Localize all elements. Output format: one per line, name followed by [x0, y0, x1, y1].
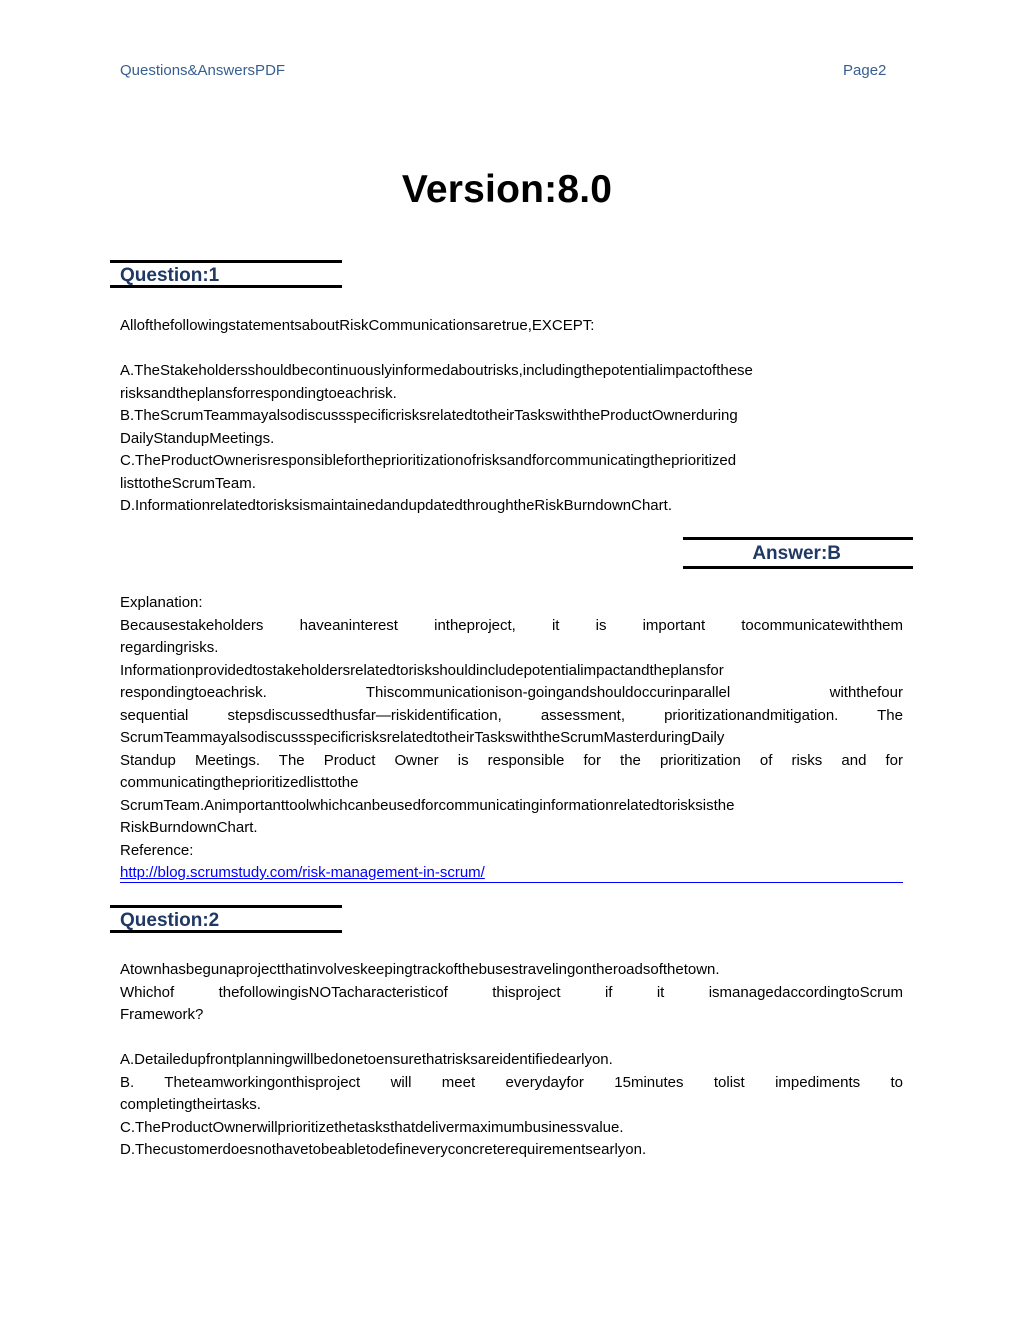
question-1-stem [120, 315, 903, 338]
header-page-number: Page2 [843, 62, 887, 79]
question-1-option-line: C.TheProductOwnerisresponsiblefortheprioritizationofrisksandforcommunicatingtheprioritized [120, 452, 737, 469]
question-2-option-line: D.Thecustomerdoesnothavetobeabletodefineveryconcreterequirementsearlyon. [120, 1141, 647, 1158]
explanation-line: ScrumTeam.Animportanttoolwhichcanbeusedforcommunicatinginformationrelatedtorisksisthe [120, 796, 735, 814]
question-2-option-line: A.Detailedupfrontplanningwillbedonetoensurethatrisksareidentifiedearlyon. [120, 1051, 613, 1068]
answer-1-box [683, 537, 913, 569]
question-1-option-line: risksandtheplansforrespondingtoeachrisk. [120, 384, 397, 402]
question-1-stem-text: AllofthefollowingstatementsaboutRiskCommunicationsaretrue,EXCEPT: [120, 317, 595, 334]
question-2-option-line: C.TheProductOwnerwillprioritizethetasksthatdelivermaximumbusinessvalue. [120, 1118, 624, 1136]
explanation-label: Explanation: [120, 594, 203, 611]
reference-link[interactable]: http://blog.scrumstudy.com/risk-management-in-scrum/ [120, 862, 903, 883]
header-left-title: Questions&AnswersPDF [120, 62, 286, 79]
question-1-option-line: DailyStandupMeetings. [120, 429, 275, 447]
question-2-option-line: completingtheirtasks. [120, 1096, 261, 1113]
explanation-line: Informationprovidedtostakeholdersrelatedtoriskshouldincludepotentialimpactandtheplansfor [120, 661, 724, 679]
reference-label: Reference: [120, 841, 194, 859]
question-1-options [120, 360, 903, 518]
explanation-line: regardingrisks. [120, 639, 219, 656]
answer-1-label: Answer:B [752, 543, 841, 564]
question-1-heading: Question:1 [120, 265, 220, 286]
question-1-option-line: B.TheScrumTeammayalsodiscussspecificrisksrelatedtotheirTaskswiththeProductOwnerduring [120, 407, 738, 424]
explanation-line: Standup Meetings. The Product Owner is responsible for the prioritization of risks and for [120, 751, 903, 769]
question-2-stem-line: Whichof thefollowingisNOTacharacteristicof thisproject if it ismanagedaccordingtoScrum [120, 983, 903, 1001]
explanation-line: communicatingtheprioritizedlisttothe [120, 774, 359, 791]
version-title: Version:8.0 [401, 168, 613, 211]
question-2-options [120, 1049, 903, 1162]
question-2-stem-line: Framework? [120, 1006, 204, 1023]
explanation-1 [120, 592, 903, 862]
question-2-stem-line: Atownhasbegunaprojectthatinvolveskeepingtrackofthebusestravelingontheroadsofthetown. [120, 961, 720, 978]
question-1-option-line: D.InformationrelatedtorisksismaintainedandupdatedthroughtheRiskBurndownChart. [120, 497, 672, 514]
question-2-stem [120, 959, 903, 1027]
explanation-line: ScrumTeammayalsodiscussspecificrisksrelatedtotheirTaskswiththeScrumMasterduringDaily [120, 729, 725, 746]
explanation-line: RiskBurndownChart. [120, 819, 258, 836]
question-1-option-line: listtotheScrumTeam. [120, 474, 256, 492]
question-2-option-line: B. Theteamworkingonthisproject will meet everydayfor 15minutes tolist impediments to [120, 1073, 903, 1091]
question-2-heading: Question:2 [120, 910, 220, 931]
question-1-heading-box [110, 260, 342, 288]
explanation-line: sequential stepsdiscussedthusfar—riskidentification, assessment, prioritizationandmitigation. The [120, 706, 903, 724]
question-1-option-line: A.TheStakeholdersshouldbecontinuouslyinformedaboutrisks,includingthepotentialimpactofthese [120, 362, 753, 379]
question-2-heading-box [110, 905, 342, 933]
explanation-line: Becausestakeholders haveaninterest intheproject, it is important tocommunicatewiththem [120, 616, 903, 634]
explanation-line: respondingtoeachrisk. Thiscommunicationison-goingandshouldoccurinparallel withthefour [120, 684, 903, 701]
